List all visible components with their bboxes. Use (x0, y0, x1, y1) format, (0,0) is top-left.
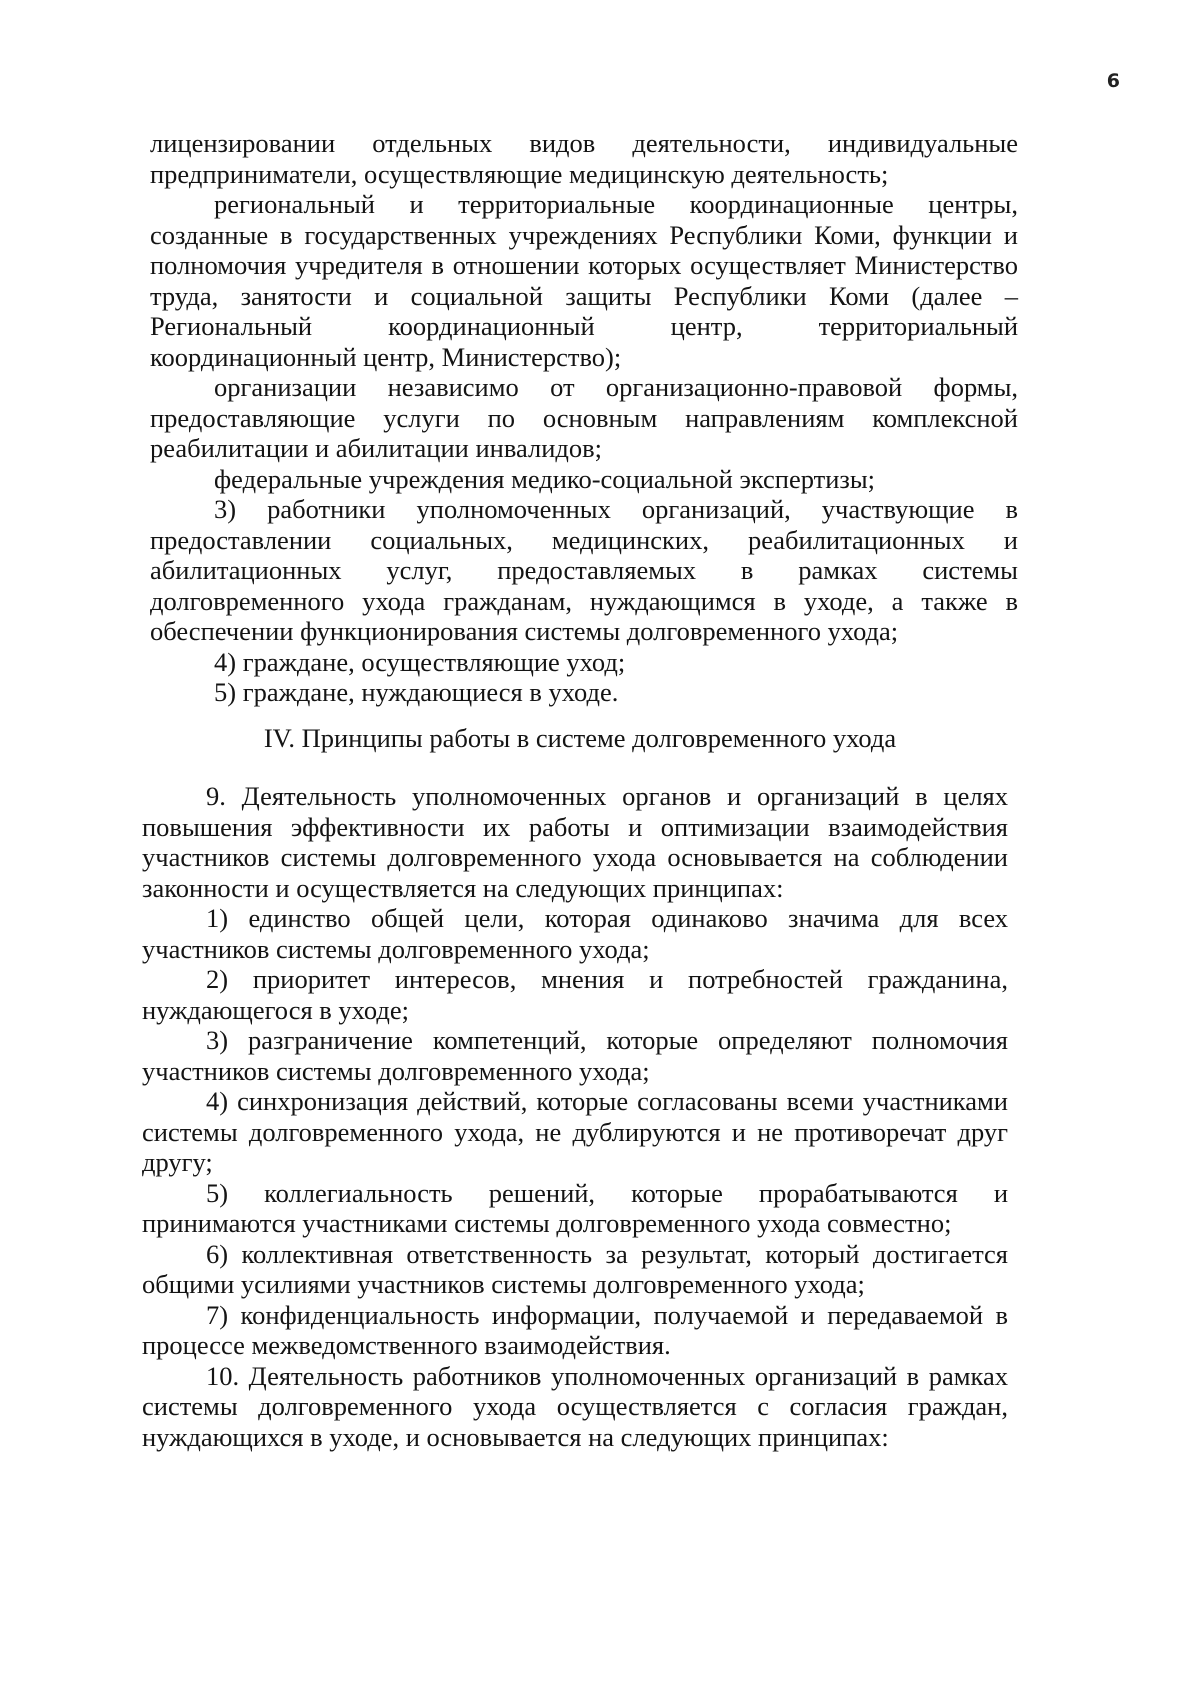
list-item-principle-7: 7) конфиденциальность информации, получаемой и передаваемой в процессе межведомственного взаимодействия. (142, 1299, 1008, 1360)
top-text-block (150, 128, 1018, 708)
list-item-principle-2: 2) приоритет интересов, мнения и потребностей гражданина, нуждающегося в уходе; (142, 964, 1008, 1025)
section-heading: IV. Принципы работы в системе долговременного ухода (263, 723, 897, 753)
paragraph-principles-intro: 9. Деятельность уполномоченных органов и организаций в целях повышения эффективности их работы и оптимизации взаимодействия участников системы долговременного ухода основывается на соблюдении законности и осуществляется на следующих принципах: (142, 781, 1008, 903)
paragraph-licensing: лицензировании отдельных видов деятельности, индивидуальные предприниматели, осуществляющие медицинскую деятельность; (150, 128, 1018, 189)
page-number: 6 (1106, 70, 1120, 92)
paragraph-caregivers: 4) граждане, осуществляющие уход; (214, 646, 626, 677)
paragraph-medical-expertise: федеральные учреждения медико-социальной экспертизы; (214, 463, 876, 494)
list-item-principle-1: 1) единство общей цели, которая одинаково значима для всех участников системы долговременного ухода; (142, 903, 1008, 964)
paragraph-workers-principles: 10. Деятельность работников уполномоченных организаций в рамках системы долговременного ухода осуществляется с согласия граждан, нуждающихся в уходе, и основывается на следующих принципах: (142, 1360, 1008, 1452)
list-item-principle-3: 3) разграничение компетенций, которые определяют полномочия участников системы долговременного ухода; (142, 1025, 1008, 1086)
list-item-principle-5: 5) коллегиальность решений, которые прорабатываются и принимаются участниками системы долговременного ухода совместно; (142, 1177, 1008, 1238)
bottom-text-block (142, 781, 1008, 1452)
paragraph-care-recipients: 5) граждане, нуждающиеся в уходе. (214, 677, 619, 707)
paragraph-rehabilitation-organizations: организации независимо от организационно-правовой формы, предоставляющие услуги по основным направлениям комплексной реабилитации и абилитации инвалидов; (150, 372, 1018, 463)
paragraph-workers: 3) работники уполномоченных организаций, участвующие в предоставлении социальных, медицинских, реабилитационных и абилитационных услуг, предоставляемых в рамках системы долговременного ухода гражданам, нуждающимся в уходе, а также в обеспечении функционирования системы долговременного ухода; (150, 494, 1018, 646)
list-item-principle-4: 4) синхронизация действий, которые согласованы всеми участниками системы долговременного ухода, не дублируются и не противоречат друг другу; (142, 1086, 1008, 1177)
list-item-principle-6: 6) коллективная ответственность за результат, который достигается общими усилиями участников системы долговременного ухода; (142, 1238, 1008, 1299)
paragraph-coordination-centers: региональный и территориальные координационные центры, созданные в государственных учреждениях Республики Коми, функции и полномочия учредителя в отношении которых осуществляет Министерство труда, занятости и социальной защиты Республики Коми (далее – Региональный координационный центр, территориальный координационный центр, Министерство); (150, 189, 1018, 372)
